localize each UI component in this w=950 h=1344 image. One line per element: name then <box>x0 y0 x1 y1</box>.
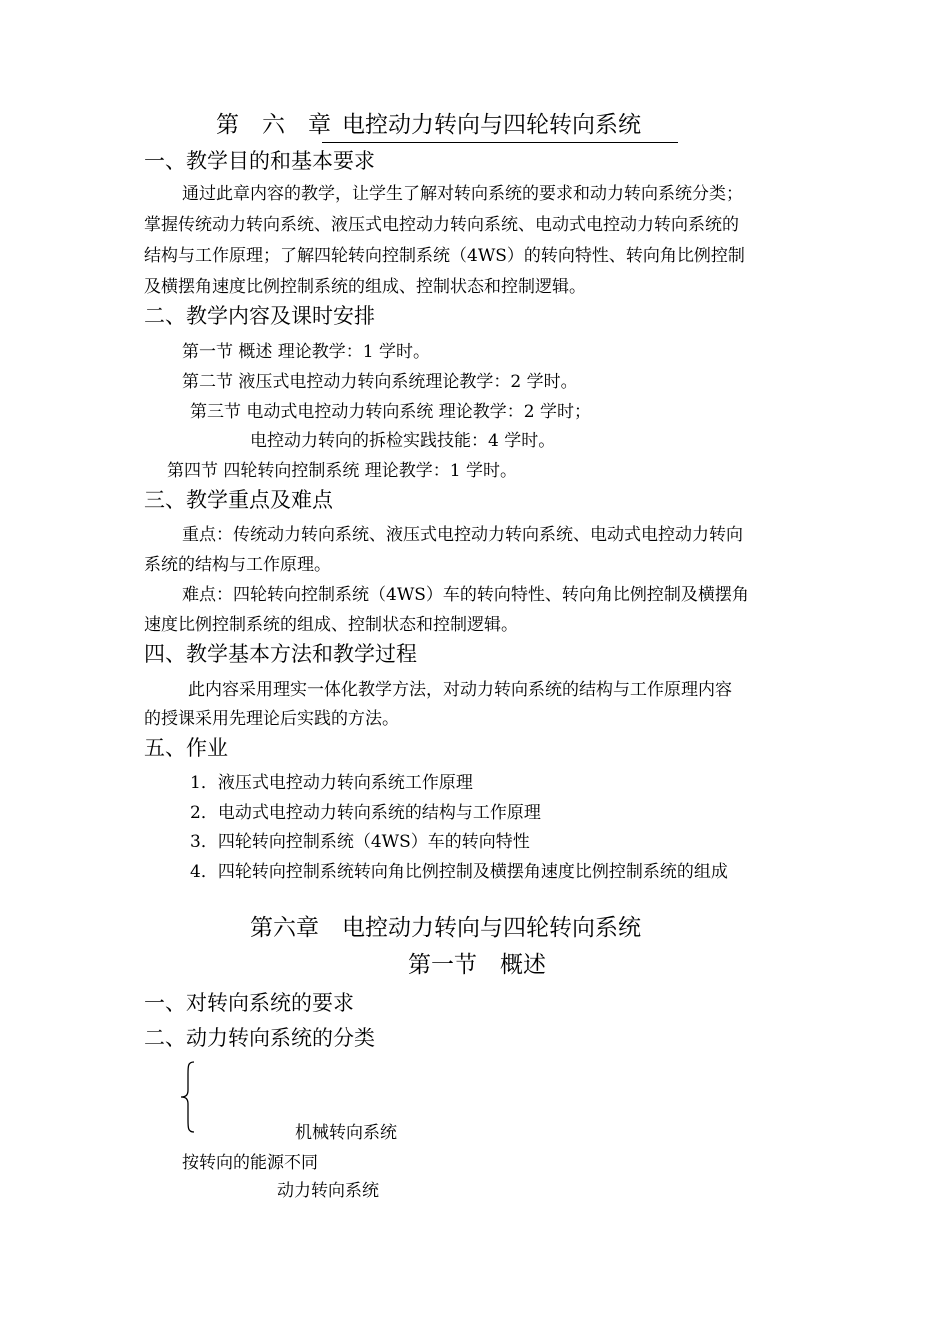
section-heading-4: 四、教学基本方法和教学过程 <box>144 642 417 666</box>
homework-item: 4．四轮转向控制系统转向角比例控制及横摆角速度比例控制系统的组成 <box>190 862 728 882</box>
subheading-requirements: 一、对转向系统的要求 <box>144 991 354 1015</box>
section-heading-2: 二、教学内容及课时安排 <box>144 304 375 328</box>
paragraph-line: 系统的结构与工作原理。 <box>144 555 331 575</box>
section-heading-1: 一、教学目的和基本要求 <box>144 149 375 173</box>
brace-icon <box>178 1060 198 1134</box>
section-heading-5: 五、作业 <box>144 736 228 760</box>
schedule-item: 电控动力转向的拆检实践技能：4 学时。 <box>250 431 556 451</box>
paragraph-line: 难点：四轮转向控制系统（4WS）车的转向特性、转向角比例控制及横摆角 <box>182 585 749 605</box>
paragraph-line: 此内容采用理实一体化教学方法，对动力转向系统的结构与工作原理内容 <box>188 680 732 700</box>
paragraph-line: 的授课采用先理论后实践的方法。 <box>144 709 399 729</box>
chapter-title: 电控动力转向与四轮转向系统 <box>342 112 641 138</box>
section-heading-3: 三、教学重点及难点 <box>144 488 333 512</box>
schedule-item: 第四节 四轮转向控制系统 理论教学：1 学时。 <box>167 461 518 481</box>
paragraph-line: 速度比例控制系统的组成、控制状态和控制逻辑。 <box>144 615 518 635</box>
chapter-number: 第 六 章 <box>216 112 331 138</box>
paragraph-line: 掌握传统动力转向系统、液压式电控动力转向系统、电动式电控动力转向系统的 <box>144 215 739 235</box>
subheading-classification: 二、动力转向系统的分类 <box>144 1026 375 1050</box>
paragraph-line: 结构与工作原理；了解四轮转向控制系统（4WS）的转向特性、转向角比例控制 <box>144 246 745 266</box>
classification-root: 按转向的能源不同 <box>182 1153 318 1173</box>
homework-item: 1．液压式电控动力转向系统工作原理 <box>190 773 473 793</box>
schedule-item: 第三节 电动式电控动力转向系统 理论教学：2 学时； <box>190 402 592 422</box>
classification-branch-mechanical: 机械转向系统 <box>295 1123 397 1143</box>
chapter-title-2: 第六章 电控动力转向与四轮转向系统 <box>250 915 641 941</box>
homework-item: 3．四轮转向控制系统（4WS）车的转向特性 <box>190 832 530 852</box>
classification-branch-power: 动力转向系统 <box>277 1181 379 1201</box>
schedule-item: 第一节 概述 理论教学：1 学时。 <box>182 342 431 362</box>
paragraph-line: 及横摆角速度比例控制系统的组成、控制状态和控制逻辑。 <box>144 277 586 297</box>
paragraph-line: 重点：传统动力转向系统、液压式电控动力转向系统、电动式电控动力转向 <box>182 525 743 545</box>
section-title: 第一节 概述 <box>408 952 546 978</box>
paragraph-line: 通过此章内容的教学，让学生了解对转向系统的要求和动力转向系统分类； <box>182 184 743 204</box>
schedule-item: 第二节 液压式电控动力转向系统理论教学：2 学时。 <box>182 372 578 392</box>
homework-item: 2．电动式电控动力转向系统的结构与工作原理 <box>190 803 541 823</box>
title-underline <box>322 142 678 143</box>
